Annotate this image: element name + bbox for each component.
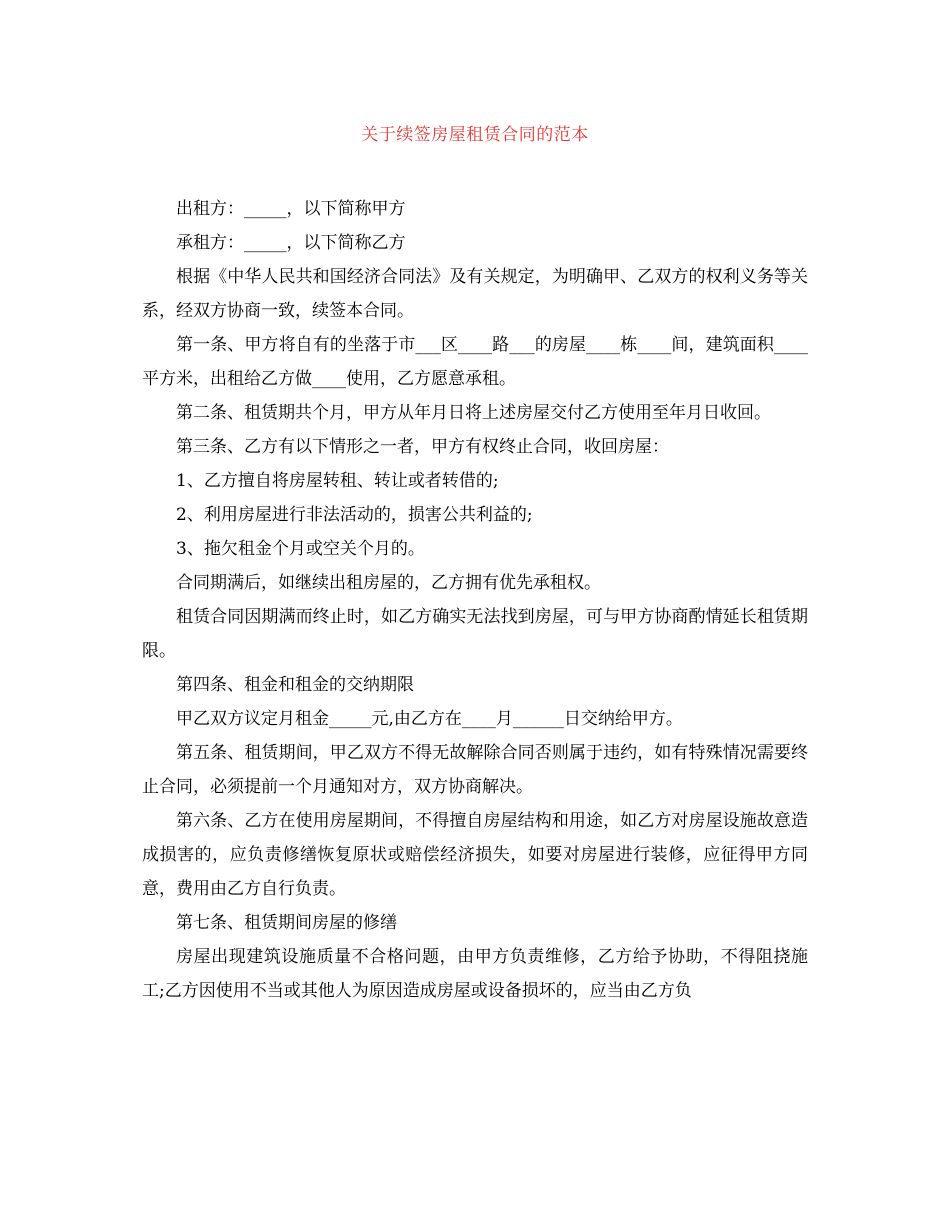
paragraph-article-5: 第五条、租赁期间，甲乙双方不得无故解除合同否则属于违约，如有特殊情况需要终止合同，必须提前一个月通知对方，双方协商解决。 [142, 743, 808, 797]
paragraph-article-7: 第七条、租赁期间房屋的修缮 [176, 913, 397, 933]
paragraph-article-1: 第一条、甲方将自有的坐落于市___区____路___的房屋____栋____间，建筑面积____平方米，出租给乙方做____使用，乙方愿意承租。 [142, 335, 808, 389]
paragraph-item-2: 2、利用房屋进行非法活动的，损害公共利益的; [176, 505, 533, 525]
document-title: 关于续签房屋租赁合同的范本 [361, 125, 589, 145]
paragraph-lessor: 出租方：_____，以下简称甲方 [176, 199, 406, 219]
paragraph-repairs: 房屋出现建筑设施质量不合格问题，由甲方负责维修，乙方给予协助，不得阻挠施工;乙方因使用不当或其他人为原因造成房屋或设备损坏的，应当由乙方负 [142, 947, 808, 1001]
paragraph-article-3: 第三条、乙方有以下情形之一者，甲方有权终止合同，收回房屋： [176, 437, 669, 457]
paragraph-article-6: 第六条、乙方在使用房屋期间，不得擅自房屋结构和用途，如乙方对房屋设施故意造成损害的，应负责修缮恢复原状或赔偿经济损失，如要对房屋进行装修，应征得甲方同意，费用由乙方自行负责。 [142, 811, 808, 899]
paragraph-rent-terms: 甲乙双方议定月租金_____元,由乙方在____月______日交纳给甲方。 [176, 709, 683, 729]
paragraph-item-3: 3、拖欠租金个月或空关个月的。 [176, 539, 425, 559]
document-body [142, 192, 808, 1008]
paragraph-extension: 租赁合同因期满而终止时，如乙方确实无法找到房屋，可与甲方协商酌情延长租赁期限。 [142, 607, 808, 661]
paragraph-article-2: 第二条、租赁期共个月，甲方从年月日将上述房屋交付乙方使用至年月日收回。 [176, 403, 771, 423]
paragraph-item-1: 1、乙方擅自将房屋转租、转让或者转借的; [176, 471, 499, 491]
paragraph-lessee: 承租方：_____，以下简称乙方 [176, 233, 406, 253]
paragraph-preamble: 根据《中华人民共和国经济合同法》及有关规定，为明确甲、乙双方的权利义务等关系，经双方协商一致，续签本合同。 [142, 267, 808, 321]
paragraph-article-4: 第四条、租金和租金的交纳期限 [176, 675, 414, 695]
paragraph-renewal-priority: 合同期满后，如继续出租房屋的，乙方拥有优先承租权。 [176, 573, 601, 593]
